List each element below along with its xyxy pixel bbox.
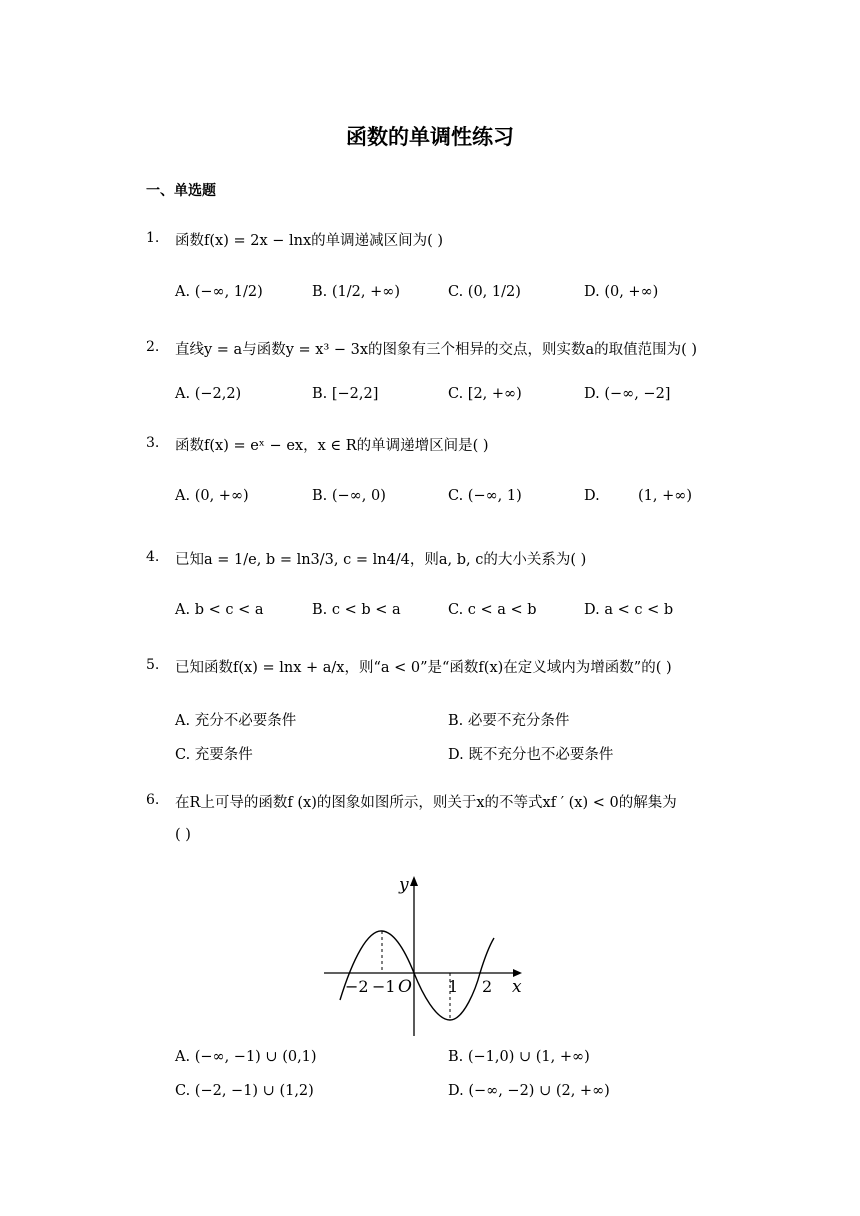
- option-c: C. 充要条件: [175, 747, 253, 763]
- option-a: A. (−∞, −1) ∪ (0,1): [175, 1049, 317, 1065]
- option-d: D.: [584, 488, 600, 504]
- option-d-value: (1, +∞): [638, 488, 692, 504]
- tick-label: 1: [448, 977, 459, 996]
- question-text: 在R上可导的函数f (x)的图象如图所示，则关于x的不等式xf ′ (x) < 0的解集为: [175, 795, 677, 811]
- option-c: C. [2, +∞): [448, 386, 522, 402]
- question-number: 3.: [146, 435, 160, 451]
- option-b: B. (−∞, 0): [312, 488, 386, 504]
- y-axis-label: y: [399, 875, 409, 895]
- option-c: C. (0, 1/2): [448, 284, 521, 300]
- question-text: 函数f(x) = 2x − lnx的单调递减区间为( ): [175, 233, 444, 249]
- origin-label: O: [398, 977, 412, 997]
- option-b: B. (−1,0) ∪ (1, +∞): [448, 1049, 590, 1065]
- option-d: D. 既不充分也不必要条件: [448, 747, 614, 763]
- question-number: 6.: [146, 792, 160, 808]
- tick-label: 2: [482, 977, 493, 996]
- option-d: D. (0, +∞): [584, 284, 659, 300]
- option-a: A. 充分不必要条件: [175, 713, 297, 729]
- tick-label: −2: [345, 977, 369, 996]
- question-number: 4.: [146, 549, 160, 565]
- function-graph: [318, 868, 530, 1040]
- question-number: 1.: [146, 230, 160, 246]
- tick-label: −1: [372, 977, 396, 996]
- option-a: A. (−∞, 1/2): [175, 284, 263, 300]
- option-d: D. a < c < b: [584, 602, 674, 618]
- question-text: 函数f(x) = eˣ − ex，x ∈ R的单调递增区间是( ): [175, 438, 489, 454]
- y-axis-arrow-icon: [410, 876, 418, 886]
- question-text-continued: ( ): [175, 827, 191, 843]
- option-c: C. c < a < b: [448, 602, 537, 618]
- question-text: 直线y = a与函数y = x³ − 3x的图象有三个相异的交点，则实数a的取值范围为( ): [175, 342, 698, 358]
- option-d: D. (−∞, −2]: [584, 386, 671, 402]
- x-axis-label: x: [512, 977, 522, 997]
- option-a: A. b < c < a: [175, 602, 264, 618]
- x-axis-arrow-icon: [513, 969, 522, 977]
- question-text: 已知a = 1/e, b = ln3/3, c = ln4/4，则a, b, c的大小关系为( ): [175, 552, 587, 568]
- option-d: D. (−∞, −2) ∪ (2, +∞): [448, 1083, 610, 1099]
- option-c: C. (−∞, 1): [448, 488, 522, 504]
- question-text: 已知函数f(x) = lnx + a/x，则“a < 0”是“函数f(x)在定义域内为增函数”的( ): [175, 660, 672, 676]
- option-b: B. (1/2, +∞): [312, 284, 400, 300]
- question-number: 5.: [146, 657, 160, 673]
- question-number: 2.: [146, 339, 160, 355]
- option-a: A. (0, +∞): [175, 488, 249, 504]
- page-title: 函数的单调性练习: [346, 125, 514, 149]
- option-b: B. [−2,2]: [312, 386, 379, 402]
- option-b: B. c < b < a: [312, 602, 401, 618]
- option-b: B. 必要不充分条件: [448, 713, 570, 729]
- section-heading: 一、单选题: [146, 183, 216, 199]
- option-a: A. (−2,2): [175, 386, 242, 402]
- option-c: C. (−2, −1) ∪ (1,2): [175, 1083, 314, 1099]
- function-curve: [340, 931, 494, 1020]
